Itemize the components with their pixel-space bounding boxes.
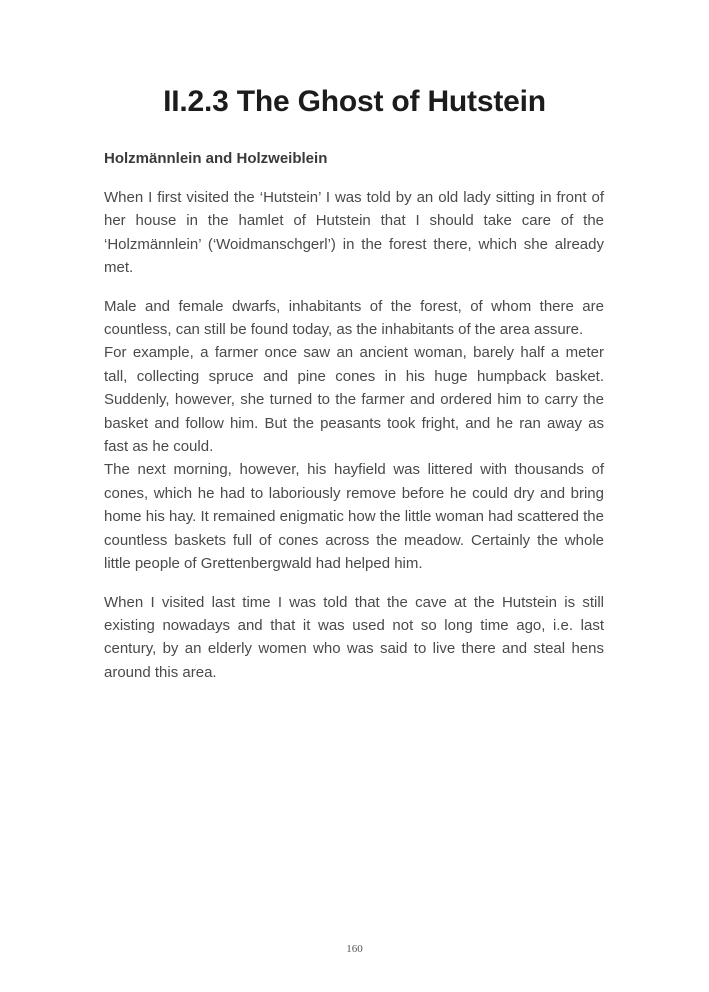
chapter-title: II.2.3 The Ghost of Hutstein: [163, 85, 546, 118]
page-number: 160: [346, 943, 363, 955]
paragraph: For example, a farmer once saw an ancient woman, barely half a meter tall, collecting spruce and pine cones in his huge humpback basket. Suddenly, however, she turned to the farmer and ordered him to carry the basket and follow him. But the peasants took fright, and he ran away as fast as he could.: [104, 344, 604, 456]
paragraph: When I visited last time I was told that the cave at the Hutstein is still existing nowadays and that it was used not so long time ago, i.e. last century, by an elderly women who was said to live there and steal hens around this area.: [104, 593, 604, 681]
paragraph: When I first visited the ‘Hutstein’ I was told by an old lady sitting in front of her house in the hamlet of Hutstein that I should take care of the ‘Holzmännlein’ (‘Woidmanschgerl’) in the forest there, which she already met.: [104, 189, 604, 277]
paragraph: Male and female dwarfs, inhabitants of the forest, of whom there are countless, can still be found today, as the inhabitants of the area assure.: [104, 297, 604, 339]
section-heading: Holzmännlein and Holzweiblein: [104, 150, 328, 167]
body-text: [104, 186, 604, 684]
paragraph: The next morning, however, his hayfield was littered with thousands of cones, which he had to laboriously remove before he could dry and bring home his hay. It remained enigmatic how the little woman had scattered the countless baskets full of cones across the meadow. Certainly the whole little people of Grettenbergwald had helped him.: [104, 461, 604, 573]
